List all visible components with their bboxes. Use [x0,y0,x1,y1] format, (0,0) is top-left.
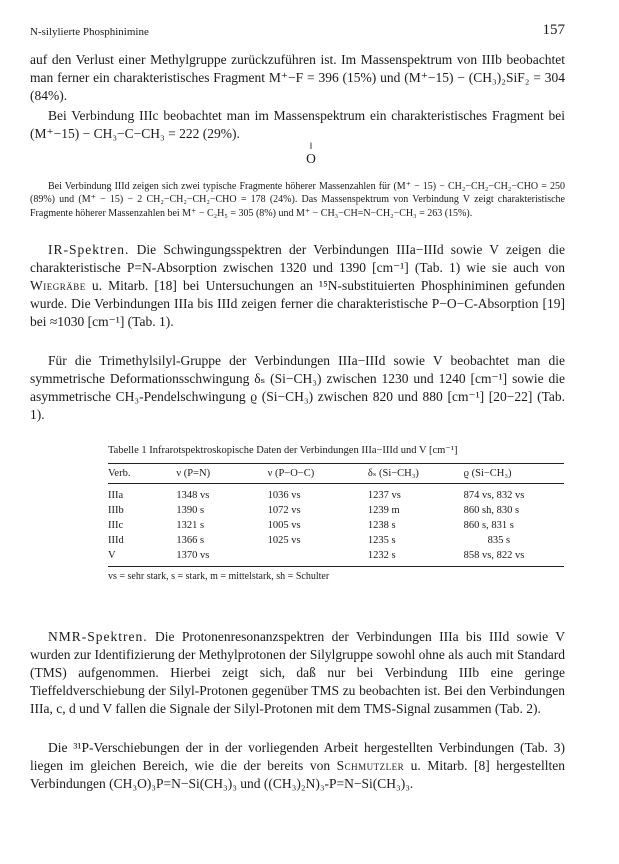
table-cell: 1005 vs [267,520,301,531]
table-header-cell: Verb. [108,464,176,484]
table-row [108,548,564,567]
paragraph-ir-spectra [30,241,565,331]
paragraph-text: auf den Verlust einer Methylgruppe zurückzuführen ist. Im Massenspektrum von IIIb beobachtet man ferner ein charakteristisches Fragment M⁺−F = 396 (15%) und (M⁺−15) − (CH₃)₂SiF₂ = 304 (84%). [30,52,565,103]
section-heading-nmr: NMR-Spektren. [48,629,148,644]
table-cell: 1237 vs [367,490,401,501]
table-caption: Tabelle 1 Infrarotspektroskopische Daten der Verbindungen IIIa−IIId und V [cm⁻¹] [108,445,458,456]
table-1 [108,444,564,592]
table-cell: 1238 s [367,520,396,531]
carbonyl-oxygen: O [306,151,316,166]
table-cell: 1239 m [367,505,400,516]
table-row [108,518,564,533]
paragraph-text: u. Mitarb. [18] bei Untersuchungen an ¹⁵N-substituierten Phosphiniminen gefunden wurde. Die Verbindungen IIIa bis IIId zeigen ferner die charakteristische P−O−C-Absorption [19] bei ≈1030 [cm⁻¹] (Tab. 1). [30,278,565,329]
table-cell: 1370 vs [176,550,210,561]
table-cell: 1072 vs [267,505,301,516]
table-cell: 858 vs, 822 vs [463,550,525,561]
paragraph-trimethylsilyl [30,352,565,424]
table-row [108,503,564,518]
paragraph-text: Die ³¹P-Verschiebungen der in der vorliegenden Arbeit hergestellten Verbindungen (Tab. 3) liegen im gleichen Bereich, wie die der bereits von [30,740,565,773]
paragraph-mass-spec-1 [30,51,565,105]
table-cell: 835 s [487,535,511,546]
table-cell: 1232 s [367,550,396,561]
table-cell: V [108,550,116,561]
author-name: Schmutzler [336,758,405,773]
page-number: 157 [542,22,565,38]
paragraph-text: u. Mitarb. [8] hergestellten Verbindungen (CH₃O)₃P=N−Si(CH₃)₃ und ((CH₃)₂N)₃-P=N−Si(CH₃)₃. [30,758,565,791]
table-cell: 1390 s [176,505,205,516]
table-cell: 1235 s [367,535,396,546]
table-header-cell: ν (P=N) [176,464,267,484]
table-header-row [108,464,564,484]
table-cell: IIIc [108,520,124,531]
page-header [30,18,565,38]
table-cell: IIIa [108,490,124,501]
paragraph-mass-spec-2 [30,107,565,143]
paragraph-text: Die Schwingungsspektren der Verbindungen IIIa−IIId sowie V zeigen die charakteristische P=N-Absorption zwischen 1320 und 1390 [cm⁻¹] (Tab. 1) wie sie auch von [30,242,565,275]
paragraph-text: Für die Trimethylsilyl-Gruppe der Verbindungen IIIa−IIId sowie V beobachtet man die symmetrische Deformationsschwingung δₛ (Si−CH₃) zwischen 1230 und 1240 [cm⁻¹] sowie die asymmetrische CH₃-Pendelschwingung ϱ (Si−CH₃) zwischen 820 und 880 [cm⁻¹] [20−22] (Tab. 1). [30,353,565,422]
running-title: N-silylierte Phosphinimine [30,26,149,38]
table-cell: IIId [108,535,124,546]
table-cell: 1366 s [176,535,205,546]
ir-data-table [108,463,564,567]
table-row [108,533,564,548]
table-header-cell: δₛ (Si−CH₃) [368,464,464,484]
author-name: Wiegräbe [30,278,86,293]
carbonyl-double-bond: ‖ [309,141,313,151]
table-row [108,484,564,504]
section-heading-ir: IR-Spektren. [48,242,130,257]
table-cell: IIIb [108,505,124,516]
table-cell [268,548,368,567]
table-header-cell: ν (P−O−C) [268,464,368,484]
carbonyl-oxygen-annotation [305,142,317,167]
paragraph-text: Bei Verbindung IIId zeigen sich zwei typische Fragmente höherer Massenzahlen für (M⁺ − 15) − CH₂−CH₂−CH₂−CHO = 250 (89%) und (M⁺ − 15) − 2 CH₂−CH₂−CH₂−CHO = 178 (24%). Das Massenspektrum von Verbindung V zeigt charakteristische Fragmente höherer Massenzahlen bei M⁺ − C₂H₅ = 305 (8%) und M⁺ − CH₃−CH=N−CH₂−CH₃ = 263 (15%). [30,181,565,219]
table-cell: 1025 vs [267,535,301,546]
table-footnote: vs = sehr stark, s = stark, m = mittelstark, sh = Schulter [108,571,330,582]
table-cell: 1348 vs [176,490,210,501]
paragraph-text: Bei Verbindung IIIc beobachtet man im Massenspektrum ein charakteristisches Fragment bei (M⁺−15) − CH₃−C−CH₃ = 222 (29%). [30,108,565,141]
paragraph-p31-shifts [30,739,565,793]
table-cell: 860 sh, 830 s [463,505,520,516]
table-cell: 1036 vs [267,490,301,501]
table-header-cell: ϱ (Si−CH₃) [464,464,564,484]
table-cell: 874 vs, 832 vs [463,490,525,501]
paragraph-nmr-spectra [30,628,565,718]
table-cell: 860 s, 831 s [463,520,514,531]
paragraph-text: Die Protonenresonanzspektren der Verbindungen IIIa bis IIId sowie V wurden zur Identifizierung der Methylprotonen der Silylgruppe sowohl ohne als auch mit Standard (TMS) aufgenommen. Hierbei zeigt sich, daß nur bei Verbindung IIIb eine geringe Tieffeldverschiebung der Silyl-Protonen gegenüber TMS zu beobachten ist. Bei den Verbindungen IIIa, c, d und V fallen die Signale der Silyl-Protonen mit dem TMS-Signal zusammen (Tab. 2). [30,629,565,716]
paragraph-small-print [30,180,565,220]
table-cell: 1321 s [176,520,205,531]
